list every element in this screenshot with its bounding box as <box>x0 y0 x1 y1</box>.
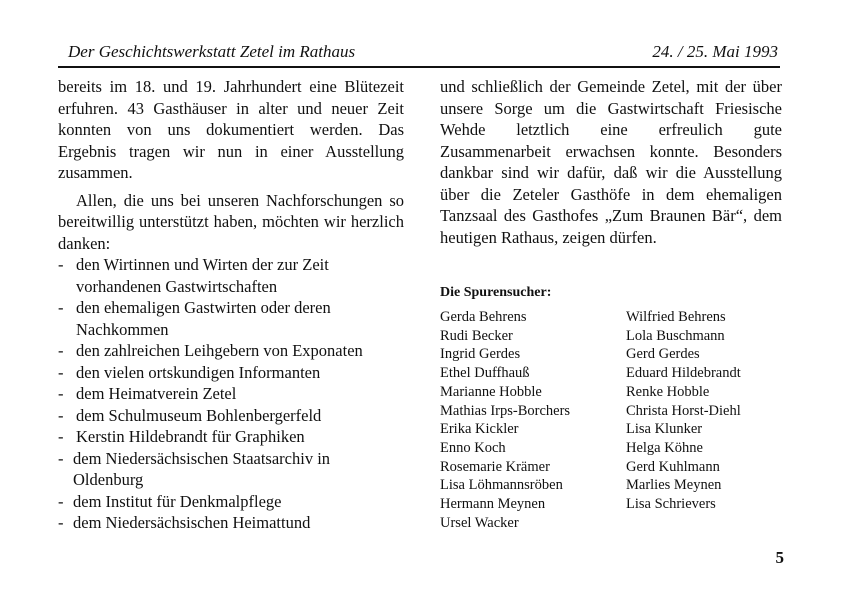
name-item: Hermann Meynen <box>440 496 546 513</box>
page-number: 5 <box>775 548 784 567</box>
name-item: Ingrid Gerdes <box>440 346 521 363</box>
name-item: Lisa Klunker <box>626 421 703 438</box>
page-header <box>58 40 780 68</box>
name-item: Christa Horst-Diehl <box>626 402 741 419</box>
header-date: 24. / 25. Mai 1993 <box>652 42 778 61</box>
name-item: Renke Hobble <box>626 383 710 400</box>
name-item: Gerda Behrens <box>440 309 527 325</box>
name-item: Wilfried Behrens <box>626 309 726 325</box>
name-item: Marianne Hobble <box>440 383 542 400</box>
name-item: Gerd Gerdes <box>626 346 700 363</box>
list-item: - den vielen ortskundigen Informanten <box>58 362 321 382</box>
list-item: - dem Niedersächsischen Staatsarchiv in Oldenburg <box>58 448 331 489</box>
name-item: Mathias Irps-Borchers <box>440 402 571 419</box>
closing-paragraph: und schließlich der Gemeinde Zetel, mit der über unsere Sorge um die Gastwirtschaft Friesische Wehde letztlich eine erfreulich gute Zusammenarbeit erwachsen konnte. Besonders dankbar sind wir dafür, daß wir die Ausstellung über die Zeteler Gasthöfe in dem ehemaligen Tanzsaal des Gasthofes „Zum Braunen Bär“, dem heutigen Rathaus, zeigen dürfen. <box>440 77 782 247</box>
name-item: Lisa Löhmannsröben <box>440 477 563 494</box>
header-title: Der Geschichtswerkstatt Zetel im Rathaus <box>68 42 356 61</box>
name-item: Enno Koch <box>440 439 506 456</box>
list-item: - den ehemaligen Gastwirten oder deren Nachkommen <box>58 298 331 339</box>
list-item: - den zahlreichen Leihgebern von Exponaten <box>58 341 363 360</box>
name-item: Marlies Meynen <box>626 477 722 494</box>
name-item: Lola Buschmann <box>626 327 725 344</box>
name-item: Erika Kickler <box>440 421 519 438</box>
left-column <box>58 76 404 534</box>
list-item: - dem Niedersächsischen Heimattund <box>58 513 311 532</box>
name-item: Ethel Duffhauß <box>440 365 530 382</box>
header-rule <box>58 66 780 68</box>
intro-paragraph: bereits im 18. und 19. Jahrhundert eine Blütezeit erfuhren. 43 Gasthäuser in alter und neuer Zeit konnten von uns dokumentiert werden. Das Ergebnis tragen wir nun in einer Ausstellung zusammen. <box>58 77 404 182</box>
list-item: - dem Schulmuseum Bohlenbergerfeld <box>58 405 322 425</box>
names-column-2 <box>626 308 741 514</box>
right-column <box>440 76 782 248</box>
list-item: - den Wirtinnen und Wirten der zur Zeit vorhandenen Gastwirtschaften <box>58 255 329 296</box>
name-item: Eduard Hildebrandt <box>626 365 741 382</box>
names-column-1 <box>440 308 570 532</box>
name-item: Rudi Becker <box>440 327 513 344</box>
spurensucher-heading: Die Spurensucher: <box>440 285 552 300</box>
thanks-paragraph: Allen, die uns bei unseren Nachforschungen so bereitwillig unterstützt haben, möchten wir herzlich danken: <box>58 190 404 253</box>
name-item: Lisa Schrievers <box>626 496 716 513</box>
name-item: Helga Köhne <box>626 439 703 456</box>
list-item: - dem Heimatverein Zetel <box>58 384 237 403</box>
list-item: - dem Institut für Denkmalpflege <box>58 491 282 511</box>
thanks-list <box>58 254 404 534</box>
list-item: - Kerstin Hildebrandt für Graphiken <box>58 427 305 446</box>
name-item: Gerd Kuhlmann <box>626 458 720 475</box>
name-item: Ursel Wacker <box>440 514 519 531</box>
name-item: Rosemarie Krämer <box>440 458 550 475</box>
